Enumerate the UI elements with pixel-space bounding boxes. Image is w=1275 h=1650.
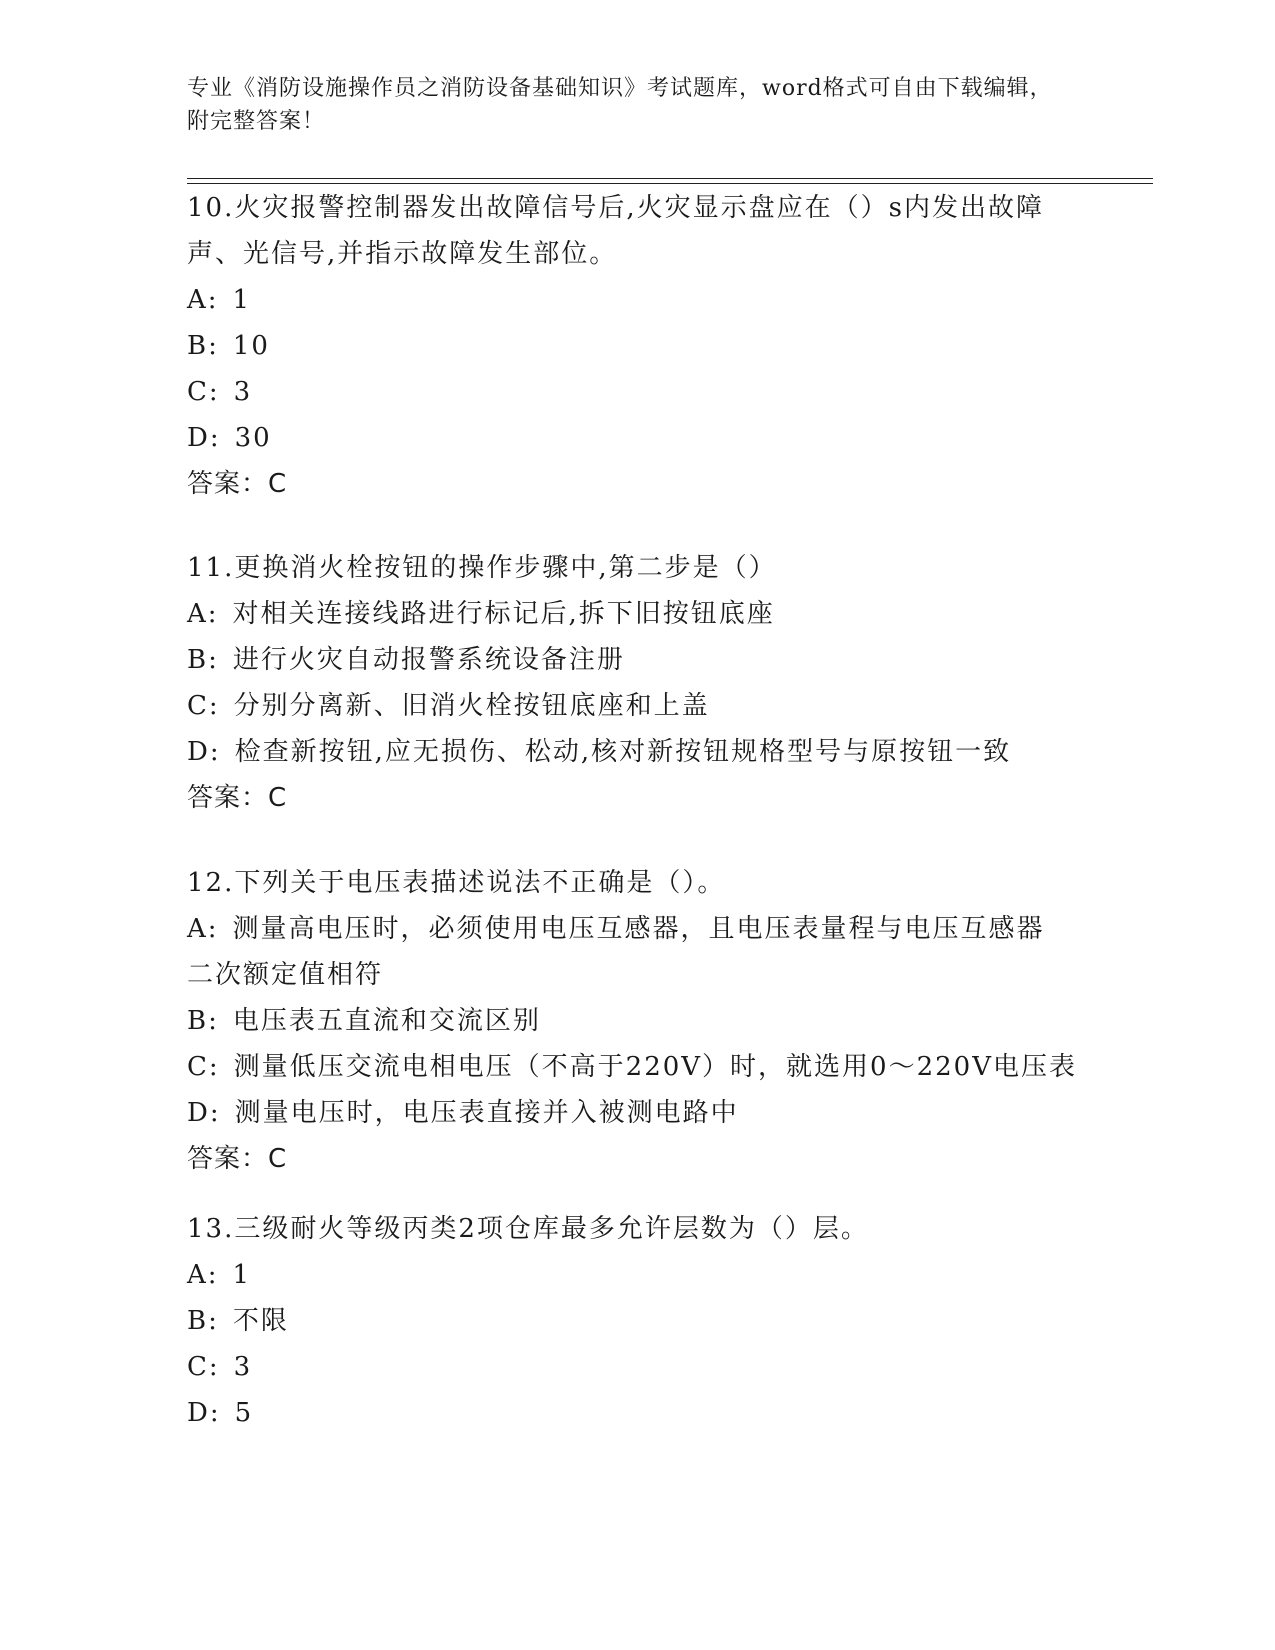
option-text: 1 bbox=[232, 1260, 252, 1290]
option-text: 1 bbox=[232, 285, 252, 315]
option-d bbox=[187, 415, 1087, 461]
option-letter: D: bbox=[187, 737, 221, 767]
option-text: 电压表五直流和交流区别 bbox=[232, 1006, 541, 1036]
option-letter: B: bbox=[187, 331, 219, 361]
option-a bbox=[187, 591, 1087, 637]
option-text: 10 bbox=[232, 331, 270, 361]
option-letter: A: bbox=[187, 285, 219, 315]
option-text: 3 bbox=[233, 1352, 253, 1382]
option-b bbox=[187, 998, 1087, 1044]
option-d bbox=[187, 729, 1087, 775]
question-stem: 10.火灾报警控制器发出故障信号后,火灾显示盘应在（）s内发出故障声、光信号,并指示故障发生部位。 bbox=[187, 193, 1044, 269]
option-text: 3 bbox=[233, 377, 253, 407]
header-rule-top bbox=[187, 178, 1153, 179]
option-letter: A: bbox=[187, 1260, 219, 1290]
option-letter: C: bbox=[187, 1052, 220, 1082]
option-letter: D: bbox=[187, 423, 221, 453]
option-text: 测量电压时，电压表直接并入被测电路中 bbox=[234, 1098, 739, 1128]
header-rule-bottom bbox=[187, 183, 1153, 184]
question-13 bbox=[187, 1206, 1087, 1436]
option-c bbox=[187, 683, 1087, 729]
option-b bbox=[187, 637, 1087, 683]
option-d bbox=[187, 1090, 1087, 1136]
question-stem: 11.更换消火栓按钮的操作步骤中,第二步是（） bbox=[187, 553, 777, 583]
option-text: 对相关连接线路进行标记后,拆下旧按钮底座 bbox=[232, 599, 775, 629]
option-text: 不限 bbox=[232, 1306, 289, 1336]
option-c bbox=[187, 1044, 1087, 1090]
document-intro: 专业《消防设施操作员之消防设备基础知识》考试题库，word格式可自由下载编辑，附完整答案！ bbox=[187, 76, 1053, 134]
question-10 bbox=[187, 185, 1087, 507]
option-c bbox=[187, 369, 1087, 415]
answer-line: 答案：C bbox=[187, 1144, 288, 1174]
option-b bbox=[187, 323, 1087, 369]
option-letter: C: bbox=[187, 691, 220, 721]
question-stem: 13.三级耐火等级丙类2项仓库最多允许层数为（）层。 bbox=[187, 1214, 869, 1244]
option-letter: D: bbox=[187, 1398, 221, 1428]
option-text: 测量高电压时，必须使用电压互感器，且电压表量程与电压互感器二次额定值相符 bbox=[187, 914, 1045, 990]
answer-line: 答案：C bbox=[187, 469, 288, 499]
option-letter: A: bbox=[187, 599, 219, 629]
option-b bbox=[187, 1298, 1087, 1344]
question-12 bbox=[187, 860, 1087, 1182]
option-a bbox=[187, 1252, 1087, 1298]
question-11 bbox=[187, 545, 1087, 821]
option-letter: B: bbox=[187, 1306, 219, 1336]
option-letter: C: bbox=[187, 1352, 220, 1382]
option-a bbox=[187, 906, 1067, 998]
option-text: 测量低压交流电相电压（不高于220V）时，就选用0～220V电压表 bbox=[233, 1052, 1078, 1082]
option-letter: B: bbox=[187, 1006, 219, 1036]
option-d bbox=[187, 1390, 1087, 1436]
option-text: 分别分离新、旧消火栓按钮底座和上盖 bbox=[233, 691, 710, 721]
option-text: 检查新按钮,应无损伤、松动,核对新按钮规格型号与原按钮一致 bbox=[234, 737, 1012, 767]
option-letter: A: bbox=[187, 914, 219, 944]
option-letter: D: bbox=[187, 1098, 221, 1128]
question-stem: 12.下列关于电压表描述说法不正确是（）。 bbox=[187, 868, 726, 898]
option-text: 进行火灾自动报警系统设备注册 bbox=[232, 645, 625, 675]
option-letter: B: bbox=[187, 645, 219, 675]
option-letter: C: bbox=[187, 377, 220, 407]
option-c bbox=[187, 1344, 1087, 1390]
option-text: 30 bbox=[234, 423, 272, 453]
option-a bbox=[187, 277, 1087, 323]
answer-line: 答案：C bbox=[187, 783, 288, 813]
option-text: 5 bbox=[234, 1398, 254, 1428]
